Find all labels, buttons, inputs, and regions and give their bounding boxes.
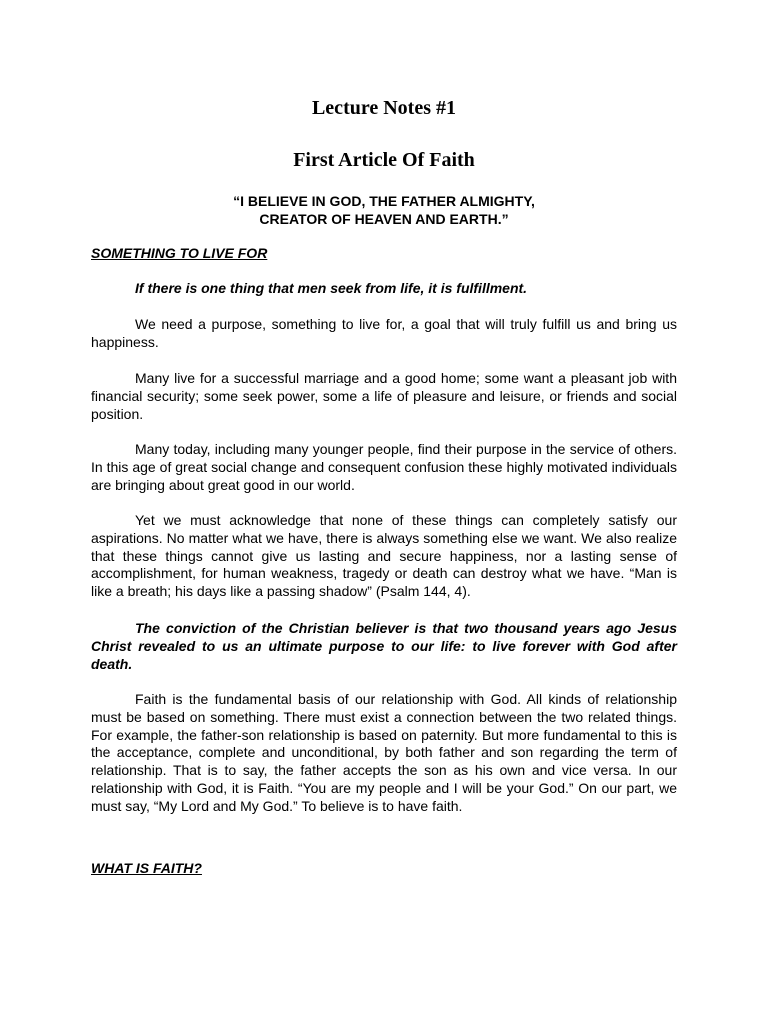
section-heading-what-is-faith: WHAT IS FAITH? [91, 860, 202, 876]
section-heading-something-to-live-for: SOMETHING TO LIVE FOR [91, 245, 268, 261]
paragraph-service-of-others: Many today, including many younger people, find their purpose in the service of others. In this age of great social change and consequent confusion these highly motivated individuals are bringing about great good in our world. [91, 441, 677, 493]
document-subtitle: First Article Of Faith [293, 149, 475, 171]
paragraph-faith-basis: Faith is the fundamental basis of our relationship with God. All kinds of relationship must be based on something. There must exist a connection between the two related things. For example, the father-son relationship is based on paternity. But more fundamental to this is the acceptance, complete and unconditional, by both father and son regarding the term of relationship. That is to say, the father accepts the son as his own and vice versa. In our relationship with God, it is Faith. “You are my people and I will be your God.” On our part, we must say, “My Lord and My God.” To believe is to have faith. [91, 691, 677, 814]
paragraph-christian-conviction: The conviction of the Christian believer is that two thousand years ago Jesus Christ revealed to us an ultimate purpose to our life: to live forever with God after death. [91, 620, 677, 672]
paragraph-aspirations: Yet we must acknowledge that none of these things can completely satisfy our aspirations. No matter what we have, there is always something else we want. We also realize that these things cannot give us lasting and secure happiness, nor a lasting sense of accomplishment, for human weakness, tragedy or death can destroy what we have. “Man is like a breath; his days like a passing shadow” (Psalm 144, 4). [91, 512, 677, 600]
creed-line-1: “I BELIEVE IN GOD, THE FATHER ALMIGHTY, [233, 193, 535, 209]
paragraph-purpose: We need a purpose, something to live for, a goal that will truly fulfill us and bring us happiness. [91, 316, 677, 350]
document-title: Lecture Notes #1 [311, 97, 457, 119]
creed-line-2: CREATOR OF HEAVEN AND EARTH.” [259, 211, 509, 227]
lead-statement: If there is one thing that men seek from life, it is fulfillment. [135, 280, 528, 296]
paragraph-many-live-for: Many live for a successful marriage and a good home; some want a pleasant job with financial security; some seek power, some a life of pleasure and leisure, or friends and social position. [91, 370, 677, 422]
creed-quote [91, 192, 677, 228]
